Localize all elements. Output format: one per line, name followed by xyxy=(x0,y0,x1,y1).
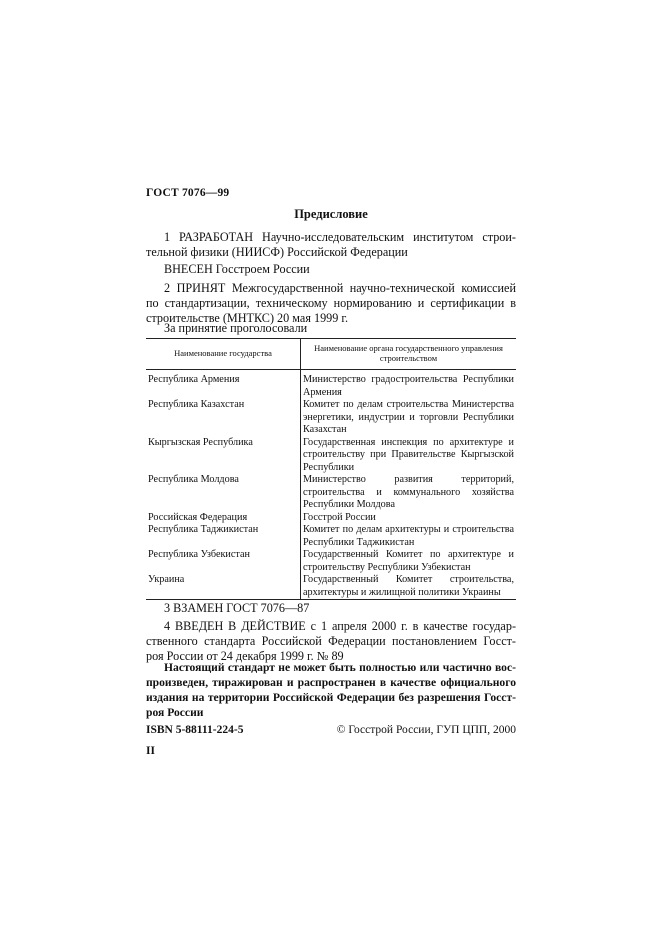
page-title: Предисловие xyxy=(294,207,368,221)
organ-cell: Госстрой России xyxy=(301,512,517,525)
isbn: ISBN 5-88111-224-5 xyxy=(146,724,244,736)
state-cell: Республика Армения xyxy=(148,374,240,385)
page-number: II xyxy=(146,745,155,757)
document-code: ГОСТ 7076—99 xyxy=(146,187,230,199)
notice-line-2: произведен, тиражирован и распространен в качестве официального xyxy=(146,676,516,689)
organ-cell: Министерство градостроительства Республики Армения xyxy=(301,374,517,399)
table-row xyxy=(146,399,516,437)
item-4-line-1: 4 ВВЕДЕН В ДЕЙСТВИЕ с 1 апреля 2000 г. в качестве государ- xyxy=(164,619,516,633)
item-4-line-3: роя России от 24 декабря 1999 г. № 89 xyxy=(146,649,344,663)
state-cell: Республика Молдова xyxy=(148,474,239,485)
notice-line-3: издания на территории Российской Федерации без разрешения Госст- xyxy=(146,691,516,704)
item-1-developed xyxy=(146,230,516,260)
table-header-row xyxy=(146,339,516,370)
item-2-line-1: 2 ПРИНЯТ Межгосударственной научно-технической комиссией xyxy=(164,281,516,295)
notice-line-4: роя России xyxy=(146,706,204,719)
table-row xyxy=(146,524,516,549)
table-row xyxy=(146,549,516,574)
organ-cell: Государственный Комитет по архитектуре и строительству Республики Узбекистан xyxy=(301,549,517,574)
voted-caption: За принятие проголосовали xyxy=(164,321,308,335)
state-cell: Республика Казахстан xyxy=(148,399,245,410)
organ-cell: Комитет по делам строительства Министерства энергетики, индустрии и торговли Республики Казахстан xyxy=(301,399,517,437)
submitted-by: ВНЕСЕН Госстроем России xyxy=(164,262,310,276)
voting-states-table xyxy=(146,338,516,600)
column-header-organ: Наименование органа государственного управления строительством xyxy=(301,339,517,370)
item-3-replaces: 3 ВЗАМЕН ГОСТ 7076—87 xyxy=(164,601,310,615)
state-cell: Кыргызская Республика xyxy=(148,436,253,448)
organ-cell: Министерство развития территорий, строительства и коммунального хозяйства Республики Молдова xyxy=(301,474,517,512)
table-row xyxy=(146,437,516,475)
table-row xyxy=(146,574,516,600)
item-1-line-1: 1 РАЗРАБОТАН Научно-исследовательским институтом строи- xyxy=(164,230,516,244)
organ-cell: Государственный Комитет строительства, архитектуры и жилищной политики Украины xyxy=(301,574,517,600)
notice-line-1: Настоящий стандарт не может быть полностью или частично вос- xyxy=(164,661,516,674)
state-cell: Российская Федерация xyxy=(148,511,248,523)
item-1-line-2: тельной физики (НИИСФ) Российской Федерации xyxy=(146,245,408,259)
organ-cell: Государственная инспекция по архитектуре и строительству при Правительстве Кыргызской Республики xyxy=(301,437,517,475)
item-2-line-2: по стандартизации, техническому нормированию и сертификации в xyxy=(146,296,516,310)
table-row xyxy=(146,374,516,399)
reproduction-notice xyxy=(146,660,516,720)
copyright: © Госстрой России, ГУП ЦПП, 2000 xyxy=(336,724,516,736)
table-row xyxy=(146,474,516,512)
state-cell: Украина xyxy=(146,574,301,600)
table-row xyxy=(146,512,516,525)
item-4-line-2: ственного стандарта Российской Федерации постановлением Госст- xyxy=(146,634,516,648)
item-2-adopted xyxy=(146,281,516,326)
item-4-effective xyxy=(146,619,516,664)
state-cell: Республика Узбекистан xyxy=(148,549,250,560)
item-2-line-3: строительстве (МНТКС) 20 мая 1999 г. xyxy=(146,311,349,325)
state-cell: Республика Таджикистан xyxy=(148,524,259,535)
organ-cell: Комитет по делам архитектуры и строительства Республики Таджикистан xyxy=(301,524,517,549)
column-header-state: Наименование государства xyxy=(146,339,301,370)
